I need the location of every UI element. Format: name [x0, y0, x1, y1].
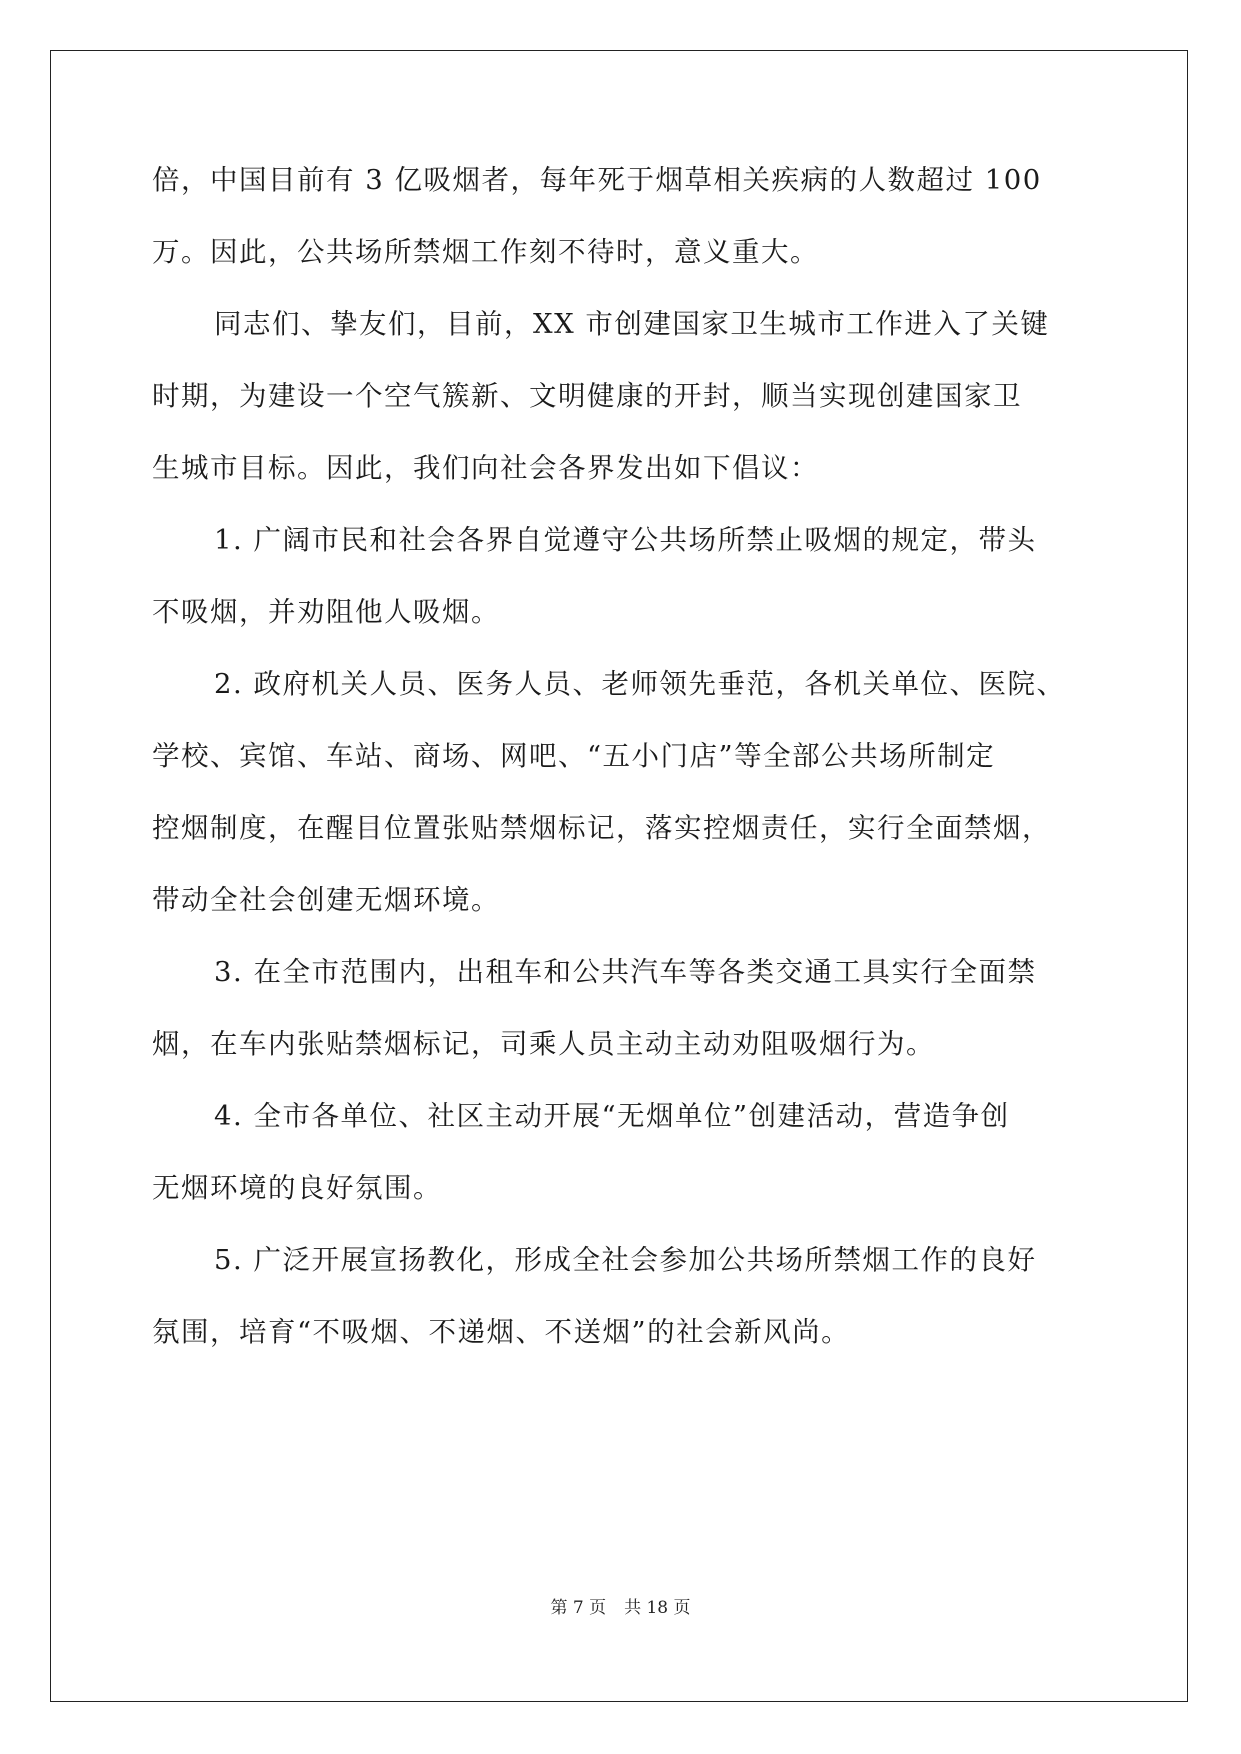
- text-line: 时期，为建设一个空气簇新、文明健康的开封，顺当实现创建国家卫: [152, 380, 1022, 412]
- list-item-4: 4. 全市各单位、社区主动开展“无烟单位”创建活动，营造争创: [214, 1100, 1010, 1132]
- text-line: 生城市目标。因此，我们向社会各界发出如下倡议：: [152, 452, 819, 484]
- list-item-3: 3. 在全市范围内，出租车和公共汽车等各类交通工具实行全面禁: [214, 956, 1037, 988]
- text-line: 无烟环境的良好氛围。: [152, 1172, 442, 1204]
- list-item-1: 1. 广阔市民和社会各界自觉遵守公共场所禁止吸烟的规定，带头: [214, 524, 1037, 556]
- paragraph-start-line: 同志们、挚友们，目前，XX 市创建国家卫生城市工作进入了关键: [214, 308, 1050, 340]
- page-border: [50, 50, 1188, 1702]
- list-item-2: 2. 政府机关人员、医务人员、老师领先垂范，各机关单位、医院、: [214, 668, 1066, 700]
- text-line: 烟，在车内张贴禁烟标记，司乘人员主动主动劝阻吸烟行为。: [152, 1028, 935, 1060]
- text-line: 氛围，培育“不吸烟、不递烟、不送烟”的社会新风尚。: [152, 1316, 851, 1348]
- text-line: 倍，中国目前有 3 亿吸烟者，每年死于烟草相关疾病的人数超过 100: [152, 164, 1042, 196]
- text-line: 不吸烟，并劝阻他人吸烟。: [152, 596, 500, 628]
- page-footer: [0, 1597, 1241, 1619]
- text-line: 学校、宾馆、车站、商场、网吧、“五小门店”等全部公共场所制定: [152, 740, 996, 772]
- text-line: 万。因此，公共场所禁烟工作刻不待时，意义重大。: [152, 236, 819, 268]
- page-total: 共 18 页: [624, 1598, 691, 1618]
- text-line: 控烟制度，在醒目位置张贴禁烟标记，落实控烟责任，实行全面禁烟，: [152, 812, 1051, 844]
- list-item-5: 5. 广泛开展宣扬教化，形成全社会参加公共场所禁烟工作的良好: [214, 1244, 1037, 1276]
- text-line: 带动全社会创建无烟环境。: [152, 884, 500, 916]
- page-number: 第 7 页: [550, 1598, 607, 1618]
